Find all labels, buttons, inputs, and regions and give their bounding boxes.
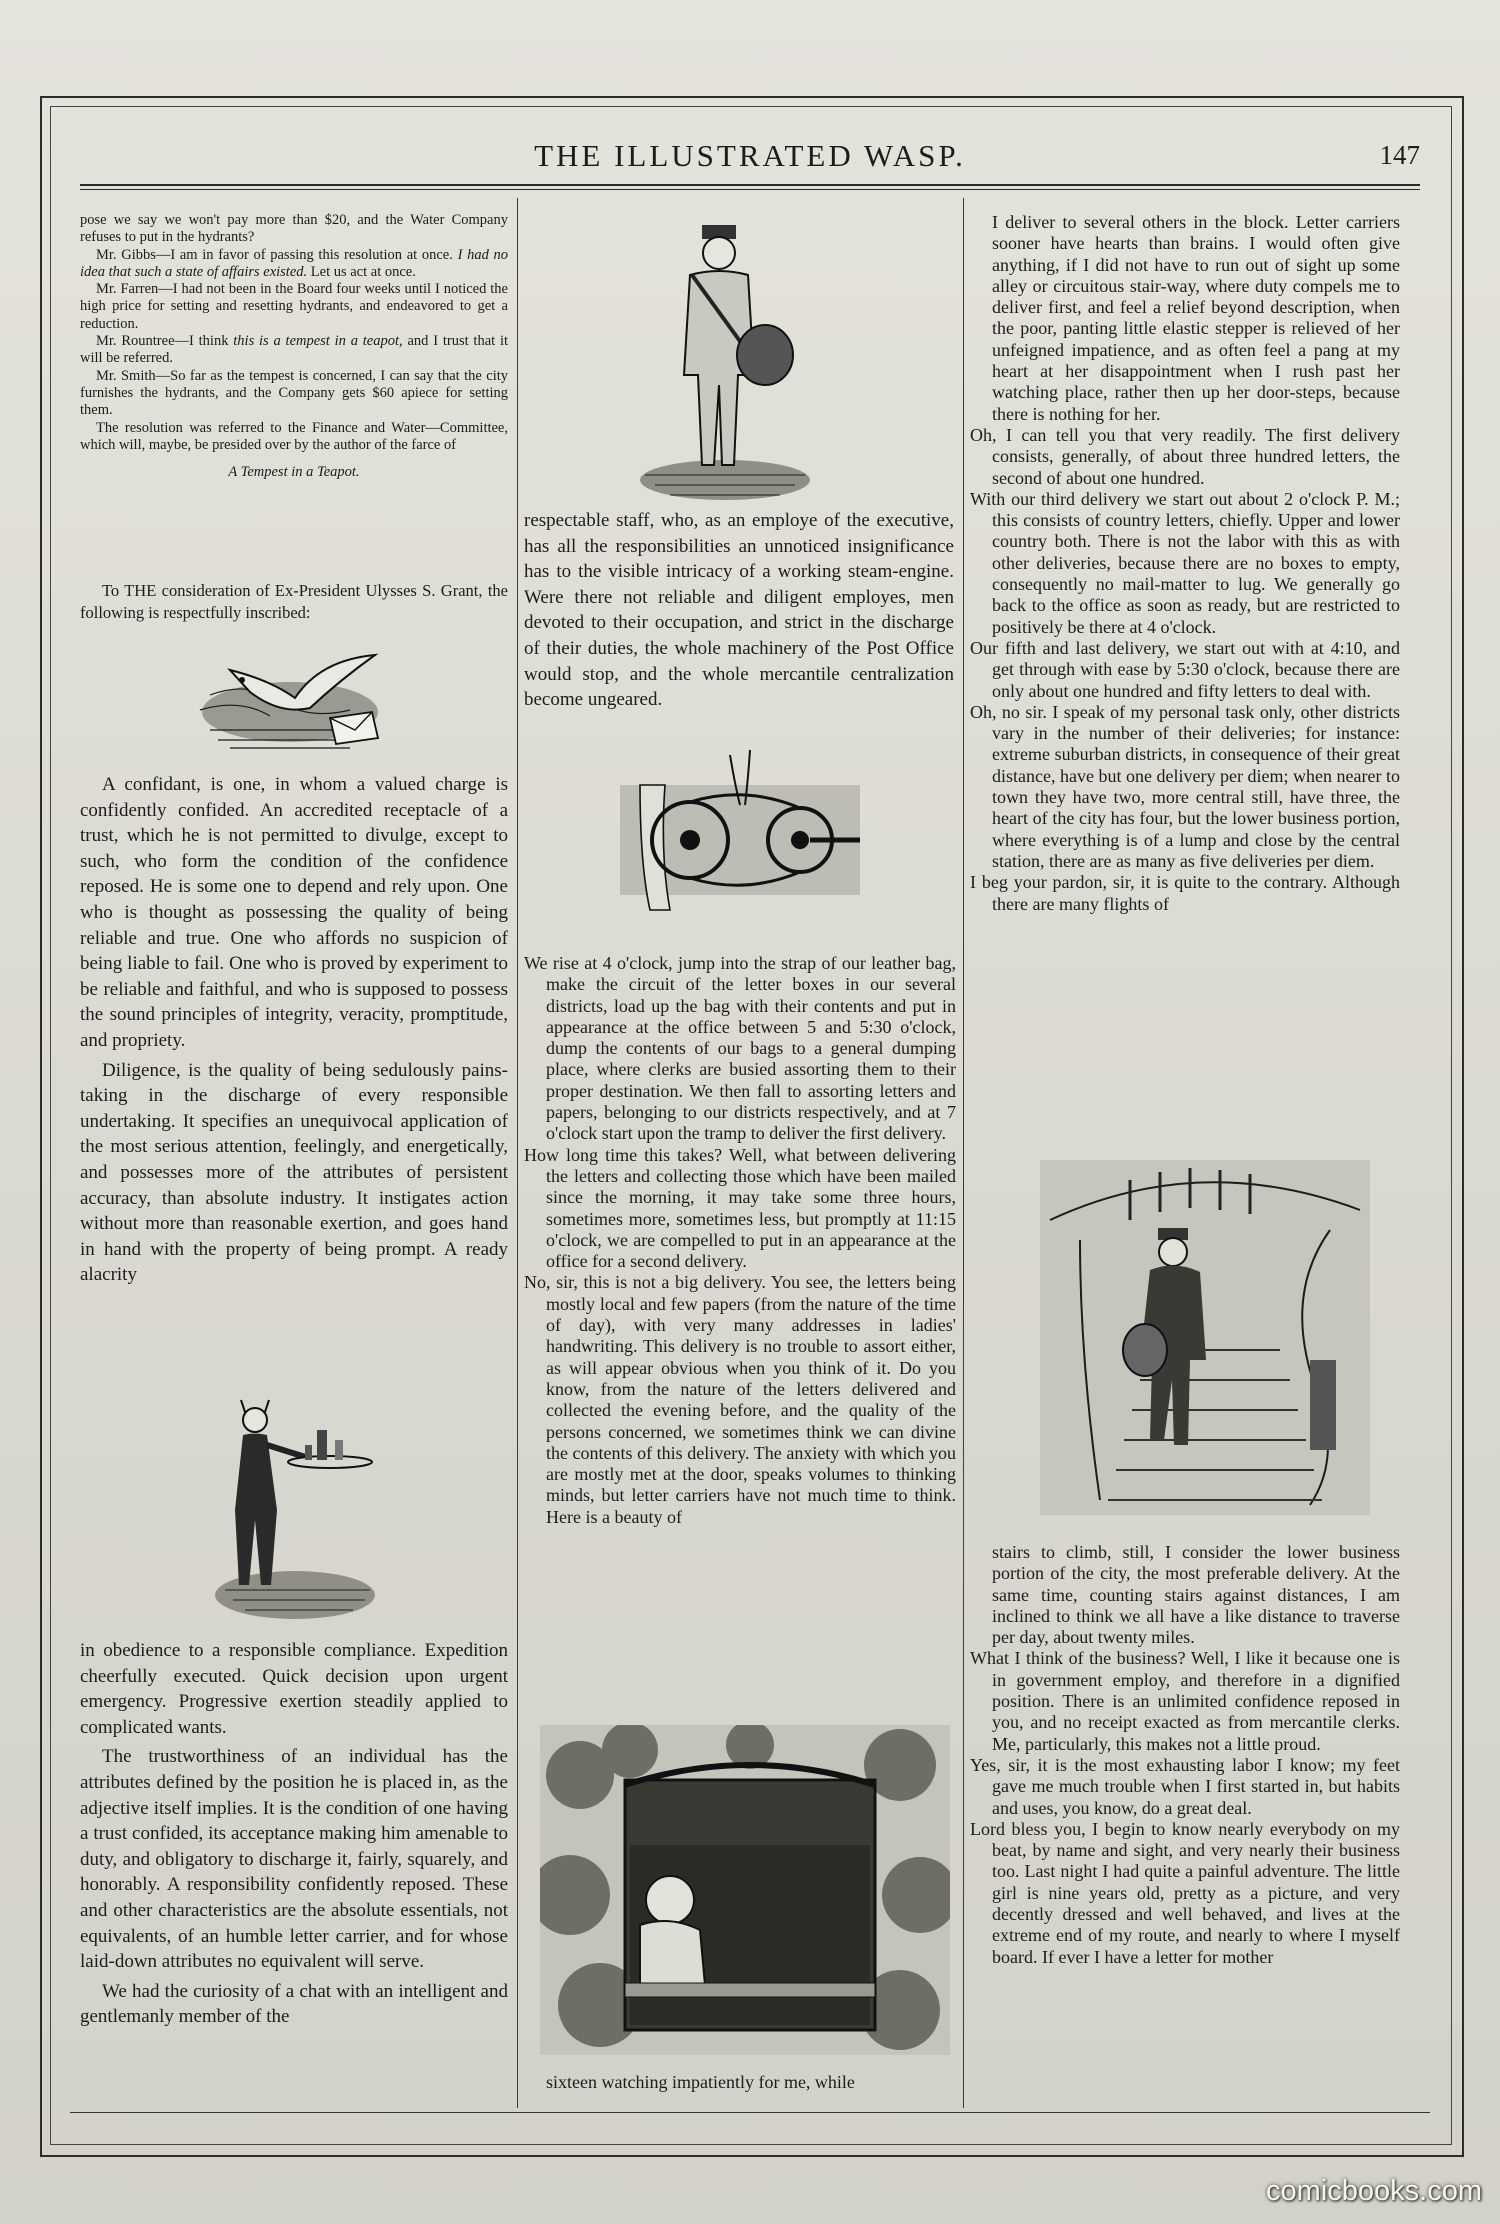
paragraph: Diligence, is the quality of being sedulously pains-taking in the discharge of every responsible undertaking. It specifies an unequivocal application of the most serious attention, feelingly, and energetically, and possesses more of the attributes of persistent accuracy, than absolute industry. It instigates action without more than reasonable exertion, and goes hand in hand with the property of being prompt. A ready alacrity [80,1059,508,1286]
column-divider-2 [963,198,964,2108]
paragraph: Oh, no sir. I speak of my personal task only, other districts vary in the number of their deliveries; for instance: extreme suburban districts, in consequence of their great distance, have but one delivery per diem; when nearer to town they have two, more central still, have three, the heart of the city has four, but the lower business portion, where everything is of a lump and close by the central station, there are as many as five deliveries per diem. [970,701,1400,871]
paragraph: How long time this takes? Well, what between delivering the letters and collecting those which have been mailed since the morning, it may take some three hours, sometimes more, sometimes less, but promptly at 11:15 o'clock, we are compelled to put in an appearance at the office for a second delivery. [524,1144,956,1272]
running-header [80,138,1420,174]
paragraph: What I think of the business? Well, I like it because one is in government employ, and therefore in a dignified position. There is an unlimited confidence reposed in you, and no receipt exacted as from mercantile clerks. Me, particularly, this makes not a little proud. [970,1648,1400,1754]
waiter-with-tray-illustration [205,1390,390,1625]
footer-rule [70,2112,1430,2113]
gears-machinery-illustration [610,745,870,920]
paragraph: Mr. Gibbs—I am in favor of passing this resolution at once. I had no idea that such a state of affairs existed. Let us act at once. [80,246,508,280]
paragraph: stairs to climb, still, I consider the lower business portion of the city, the most preferable delivery. At the same time, counting stairs against distances, I am inclined to think we all have a like distance to traverse per day, about twenty miles. [992,1542,1400,1648]
column-1-essay [80,772,508,1288]
paragraph: pose we say we won't pay more than $20, and the Water Company refuses to put in the hydrants? [80,212,508,246]
dedication [80,580,508,624]
paragraph: I beg your pardon, sir, it is quite to the contrary. Although there are many flights of [970,872,1400,914]
farce-title: A Tempest in a Teapot. [228,464,360,481]
column-2-intro [524,508,954,713]
paragraph: I deliver to several others in the block. Letter carriers sooner have hearts than brains. I would often give anything, if I did not have to run out of sight up some alley or circuitous stair-way, where duty compels me to deliver first, and feel a relief beyond description, when the poor, panting little elastic stepper is relieved of her unfeigned impatience, and as often feel a pang at my heart at her disappointment when I rush past her watching place, rather then up her door-steps, because there is nothing for her. [992,212,1400,424]
paragraph: Mr. Rountree—I think this is a tempest in a teapot, and I trust that it will be referred. [80,333,509,367]
paragraph: in obedience to a responsible compliance. Expedition cheerfully executed. Quick decision upon urgent emergency. Progressive exertion steadily applied to complicated wants. [80,1640,508,1738]
paragraph: The resolution was referred to the Finance and Water—Committee, which will, maybe, be presided over by the author of the farce of [80,419,508,453]
column-1-top [80,212,508,481]
paragraph: A confidant, is one, in whom a valued charge is confidently confided. An accredited receptacle of a trust, which he is not permitted to divulge, except to such, who form the condition of the confidence reposed. He is some one to depend and rely upon. One who is thought as possessing the quality of being reliable and true. One who affords no suspicion of being liable to fail. One who is proved by experiment to be reliable and faithful, and who is supposed to possess the sound principles of integrity, veracity, promptitude, and propriety. [80,774,508,1051]
column-3-top [970,212,1400,915]
flying-bird-letter-illustration [190,640,390,760]
watermark: comicbooks.com [1266,2175,1482,2207]
carrier-climbing-stairs-illustration [1040,1160,1370,1515]
paragraph: With our third delivery we start out about 2 o'clock P. M.; this consists of country letters, chiefly. Upper and lower country both. There is not the labor with this as with other deliveries, because there are no boxes to empty, consequently no mail-matter to lug. We generally go back to the office as soon as ready, but are restricted to positively be there at 4 o'clock. [970,488,1400,637]
header-rule-thin [80,189,1420,190]
paragraph: Mr. Smith—So far as the tempest is concerned, I can say that the city furnishes the hydrants, and the Company gets $60 apiece for setting them. [80,367,508,419]
page-number: 147 [1379,140,1420,170]
paragraph: Mr. Farren—I had not been in the Board four weeks until I noticed the high price for setting and resetting hydrants, and endeavored to get a reduction. [80,281,508,332]
paragraph: Our fifth and last delivery, we start out with at 4:10, and get through with ease by 5:30 o'clock, because there are only about one hundred and fifty letters to deal with. [970,637,1400,701]
column-1-essay-cont [80,1638,508,2030]
girl-at-window-illustration [540,1725,950,2055]
column-divider-1 [517,198,518,2108]
paragraph: sixteen watching impatiently for me, while [546,2072,855,2092]
column-2-interview [524,953,956,1528]
publication-title: THE ILLUSTRATED WASP. [534,138,966,173]
paragraph: We had the curiosity of a chat with an intelligent and gentlemanly member of the [80,1980,508,2028]
header-rule [80,184,1420,186]
paragraph: Lord bless you, I begin to know nearly everybody on my beat, by name and sight, and very nearly their business too. Last night I had quite a painful adventure. The little girl is nine years old, pretty as a picture, and very decently dressed and well behaved, and lives at the extreme end of my route, and nearly to where I myself board. If ever I have a letter for mother [970,1818,1400,1967]
paragraph: We rise at 4 o'clock, jump into the strap of our leather bag, make the circuit of the letter boxes in our several districts, load up the bag with their contents and put in appearance at the office between 5 and 5:30 o'clock, dump the contents of our bags to a general dumping place, where clerks are busied assorting them to their proper destination. We then fall to assorting letters and papers, belonging to our districts respectively, and at 7 o'clock start upon the tramp to deliver the first delivery. [524,953,956,1144]
paragraph: Oh, I can tell you that very readily. The first delivery consists, generally, of about three hundred letters, the second of about one hundred. [970,424,1400,488]
column-3-bottom [970,1542,1400,1968]
paragraph: respectable staff, who, as an employe of the executive, has all the responsibilities an unnoticed insignificance has to the visible intricacy of a working steam-engine. Were there not reliable and diligent employes, men devoted to their occupation, and strict in the discharge of their duties, the whole machinery of the Post Office would stop, and the whole mercantile centralization become ungeared. [524,510,954,711]
paragraph: No, sir, this is not a big delivery. You see, the letters being mostly local and few papers (from the nature of the time of day), with very many addresses in ladies' handwriting. This delivery is no trouble to assort either, as will appear obvious when you think of it. Do you know, from the nature of the letters delivered and collected the evening before, and the quality of the persons concerned, we sometimes think we can divine the contents of this delivery. The anxiety with which you are mostly met at the door, speaks volumes to thinking minds, but letter carriers have not much time to think. Here is a beauty of [524,1272,956,1527]
paragraph: The trustworthiness of an individual has the attributes defined by the position he is placed in, as the adjective itself implies. It is the condition of one having a trust confided, its acceptance making him amenable to duty, and obligatory to discharge it, fairly, squarely, and honorably. A responsibility confidently reposed. These and other characteristics are the absolute essentials, not equivalents, of an humble letter carrier, and for whose laid-down attributes no equivalent will serve. [80,1746,508,1973]
column-2-end [524,2072,956,2093]
letter-carrier-illustration [630,215,820,505]
paragraph: Yes, sir, it is the most exhausting labor I know; my feet gave me much trouble when I first started in, but habits and uses, you know, do a great deal. [970,1754,1400,1818]
dedication-text: To THE consideration of Ex-President Ulysses S. Grant, the following is respectfully inscribed: [80,581,508,622]
